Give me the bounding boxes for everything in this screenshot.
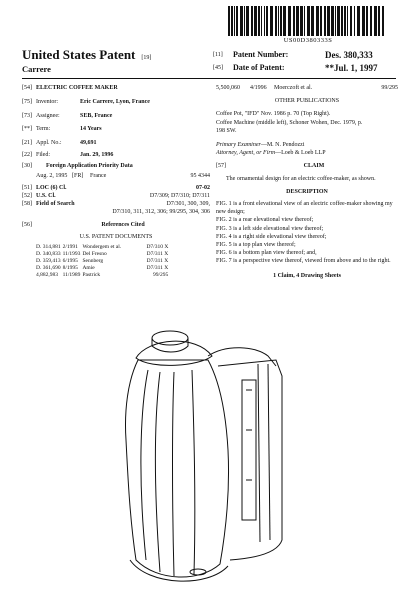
field-term: [22, 125, 210, 133]
date-of-patent-label: Date of Patent:: [233, 63, 285, 72]
reference-row: [36, 251, 170, 258]
field-label: Inventor:: [36, 99, 58, 106]
field-tag: [52]: [22, 192, 32, 199]
reference-num: D. 314,881: [36, 243, 61, 250]
design-title: ELECTRIC COFFEE MAKER: [36, 85, 118, 91]
patent-number-tag: [11]: [213, 51, 223, 58]
reference-cls: D7/311 X: [146, 264, 169, 271]
priority-heading: Foreign Application Priority Data: [46, 163, 133, 170]
field-search: [22, 200, 210, 208]
reference-name: Wondergem et al.: [82, 243, 122, 250]
field-us-cl: [22, 192, 210, 200]
coffee-maker-base: [130, 560, 228, 581]
field-tag: [75]: [22, 99, 32, 106]
publication-line: Coffee Pot, "IFD" Nov. 1986 p. 70 (Top Right).: [216, 111, 331, 118]
field-label: U.S. Cl.: [36, 192, 56, 199]
priority-code: [FR]: [72, 173, 84, 180]
field-tag: [**]: [22, 125, 32, 132]
reference-row: [36, 244, 170, 251]
figure-description: FIG. 1 is a front elevational view of an electric coffee-maker showing my new design;: [216, 201, 393, 216]
reference-number: 5,500,060: [216, 85, 240, 91]
inventor-value: Eric Carrere, Lyon, France: [80, 99, 150, 106]
figure-list: [216, 200, 398, 266]
appl-no-value: 49,691: [80, 139, 97, 146]
attorney: [216, 149, 398, 157]
claims-summary: 1 Claim, 4 Drawing Sheets: [273, 272, 341, 279]
patent-title-tag: [19]: [141, 55, 152, 61]
loc-value: 07-02: [196, 184, 210, 191]
attorney-label: Attorney, Agent, or Firm: [216, 150, 276, 157]
field-tag: [30]: [22, 163, 32, 170]
coffee-maker-drawing: [108, 320, 308, 590]
field-tag: [58]: [22, 201, 32, 208]
field-tag: [22]: [22, 152, 32, 159]
inventor-surname: Carrere: [22, 64, 51, 74]
reference-cls: 99/295: [153, 271, 169, 278]
reference-cls: D7/310 X: [146, 243, 169, 250]
field-priority: [22, 162, 210, 170]
reference-name: Amie: [82, 264, 95, 271]
reference-date: 8/1995: [62, 264, 78, 271]
filed-value: Jan. 29, 1996: [80, 152, 114, 159]
other-publications-heading: OTHER PUBLICATIONS: [274, 98, 340, 105]
references-heading: References Cited: [101, 222, 145, 229]
field-label: Filed:: [36, 152, 51, 159]
field-inventor: [22, 98, 210, 106]
reference-num: D. 359,413: [36, 257, 61, 264]
references-table: [36, 244, 170, 279]
field-appl-no: [22, 139, 210, 147]
field-label: Appl. No.:: [36, 139, 62, 146]
field-loc: [22, 184, 210, 192]
assignee-value: SEB, France: [80, 113, 113, 120]
date-of-patent-value: **Jul. 1, 1997: [325, 62, 378, 73]
description-heading: DESCRIPTION: [286, 188, 328, 195]
reference-num: D. 340,833: [36, 250, 61, 257]
priority-date: Aug. 2, 1995: [36, 173, 68, 180]
field-references: [22, 221, 210, 229]
reference-class: 99/295: [381, 85, 398, 91]
header-divider: [22, 78, 396, 79]
reference-date: 11/1993: [62, 250, 81, 257]
term-value: 14 Years: [80, 125, 102, 132]
field-tag: [21]: [22, 139, 32, 146]
field-tag: [56]: [22, 222, 32, 229]
reference-num: D. 361,690: [36, 264, 61, 271]
other-publications: [216, 110, 398, 135]
reference-cls: D7/311 X: [146, 257, 169, 264]
publication-line: Coffee Machine (middle left), Schoner Wohen, Dec. 1979, p.: [216, 119, 363, 126]
barcode: [228, 6, 388, 36]
figure-description: FIG. 5 is a top plan view thereof;: [216, 242, 296, 249]
reference-name: Pastrick: [82, 271, 101, 278]
left-column: [22, 84, 210, 279]
field-search-value: D7/301, 300, 309,: [166, 201, 210, 208]
field-title: [22, 84, 210, 92]
field-tag: [51]: [22, 184, 32, 191]
reference-name: Del Fresno: [82, 250, 107, 257]
field-label: LOC (6) Cl.: [36, 184, 67, 191]
reference-name: Sennberg: [82, 257, 104, 264]
figure-description: FIG. 6 is a bottom plan view thereof; and,: [216, 250, 317, 257]
figure-description: FIG. 4 is a right side elevational view thereof;: [216, 233, 327, 240]
priority-row: [22, 172, 210, 180]
top-reference: [216, 84, 398, 92]
patent-title-text: United States Patent: [22, 47, 136, 62]
us-docs-heading: U.S. PATENT DOCUMENTS: [79, 233, 153, 240]
barcode-number: US00D380333S: [283, 37, 333, 44]
examiner-label: Primary Examiner: [216, 142, 261, 149]
reference-num: 4,882,983: [36, 271, 58, 278]
reference-cls: D7/311 X: [146, 250, 169, 257]
field-tag: [54]: [22, 85, 32, 91]
patent-number-row: [213, 48, 378, 61]
figure-description: FIG. 7 is a perspective view thereof, viewed from above and to the right.: [216, 258, 391, 265]
reference-name: Moerczoft et al.: [274, 85, 313, 91]
right-column: [216, 84, 398, 280]
figure-description: FIG. 3 is a left side elevational view thereof;: [216, 225, 324, 232]
priority-number: 95 4344: [190, 173, 210, 180]
publication-line: 198 SW.: [216, 127, 237, 134]
field-tag: [73]: [22, 113, 32, 120]
reference-date: 2/1991: [62, 243, 78, 250]
examiner-value: —M. N. Pendozzi: [260, 142, 305, 149]
reference-date: 4/1996: [250, 85, 267, 91]
field-label: Assignee:: [36, 113, 60, 120]
primary-examiner: [216, 141, 398, 149]
patent-number-label: Patent Number:: [233, 50, 289, 59]
patent-number-value: Des. 380,333: [325, 49, 373, 60]
field-label: Field of Search: [36, 201, 75, 208]
priority-country: France: [90, 173, 107, 180]
reference-row: [36, 258, 170, 265]
field-tag: [57]: [216, 163, 226, 170]
claim-text: The ornamental design for an electric coffee-maker, as shown.: [226, 175, 376, 182]
us-cl-value: D7/309; D7/310; D7/311: [149, 192, 210, 199]
claim-heading: CLAIM: [303, 163, 325, 170]
patent-title: [22, 47, 151, 63]
attorney-value: —Loeb & Loeb LLP: [275, 150, 326, 157]
header-numbers: [213, 48, 378, 74]
reference-date: 6/1995: [62, 257, 78, 264]
date-of-patent-tag: [45]: [213, 64, 223, 71]
reference-row: [36, 272, 170, 279]
field-assignee: [22, 112, 210, 120]
field-filed: [22, 151, 210, 159]
reference-date: 11/1989: [62, 271, 81, 278]
reference-row: [36, 265, 170, 272]
field-search-continued: D7/310, 311, 312, 306; 99/295, 304, 306: [112, 209, 210, 216]
claim-heading-row: [216, 162, 398, 170]
date-of-patent-row: [213, 61, 378, 74]
figure-description: FIG. 2 is a rear elevational view thereof;: [216, 217, 314, 224]
field-label: Term:: [36, 125, 51, 132]
